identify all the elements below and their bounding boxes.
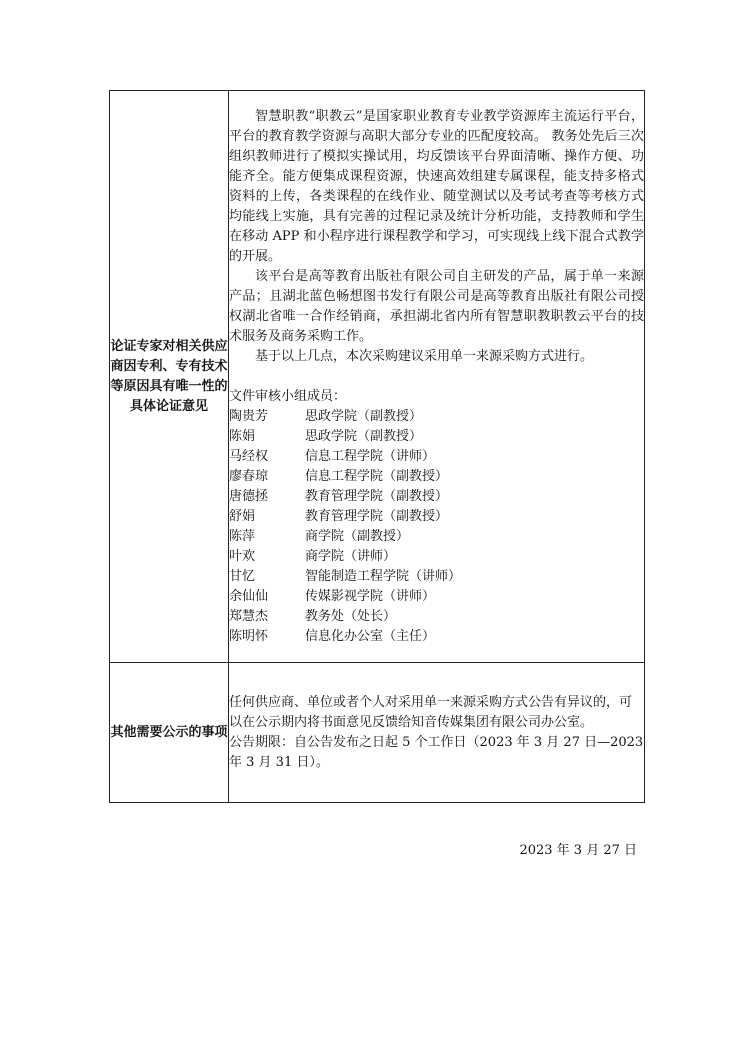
member-role: 商学院（讲师） [305,548,397,564]
paragraph: 任何供应商、单位或者个人对采用单一来源采购方式公告有异议的，可以在公示期内将书面意见反馈给知音传媒集团有限公司办公室。 [229,694,633,730]
paragraph: 该平台是高等教育出版社有限公司自主研发的产品，属于单一来源产品；且湖北蓝色畅想图书发行有限公司是高等教育出版社有限公司授权湖北省唯一合作经销商，承担湖北省内所有智慧职教职教云平台的技术服务及商务采购工作。 [229,268,644,344]
member-role: 信息化办公室（主任） [305,628,436,644]
member-name: 陈娟 [229,428,256,444]
member-role: 思政学院（副教授） [305,428,423,444]
paragraph: 智慧职教“职教云”是国家职业教育专业教学资源库主流运行平台，平台的教育教学资源与高职大部分专业的匹配度较高。 教务处先后三次组织教师进行了模拟实操试用，均反馈该平台界面清晰、操作方便、功能齐全。能方便集成课程资源，快速高效组建专属课程，能支持多格式资料的上传，各类课程的在线作业、随堂测试以及考试考查等考核方式均能线上实施，具有完善的过程记录及统计分析功能，支持教师和学生在移动 APP 和小程序进行课程教学和学习，可实现线上线下混合式教学的开展。 [229,108,644,264]
list-item [229,627,644,647]
list-item [229,567,644,587]
list-item [229,427,644,447]
member-name: 甘忆 [229,568,256,584]
table-row [110,91,645,663]
info-table [109,90,645,803]
table-row [110,663,645,803]
row-label-other-matters: 其他需要公示的事项 [110,663,229,803]
list-item [229,587,644,607]
member-name: 陶贵芳 [229,408,269,424]
member-role: 商学院（副教授） [305,528,410,544]
group-title: 文件审核小组成员： [229,388,347,404]
member-role: 教育管理学院（副教授） [305,508,449,524]
member-role: 信息工程学院（副教授） [305,468,449,484]
member-name: 舒娟 [229,508,256,524]
member-name: 唐德拯 [229,488,269,504]
member-role: 智能制造工程学院（讲师） [305,568,462,584]
list-item [229,607,644,627]
list-item [229,507,644,527]
paragraph: 公告期限：自公告发布之日起 5 个工作日（2023 年 3 月 27 日—2023 年 3 月 31 日）。 [229,734,644,770]
member-list [229,407,644,647]
list-item [229,447,644,467]
document-date: 2023 年 3 月 27 日 [519,843,637,858]
member-name: 陈明怀 [229,628,269,644]
paragraph: 基于以上几点，本次采购建议采用单一来源采购方式进行。 [255,348,594,364]
member-role: 思政学院（副教授） [305,408,423,424]
member-name: 余仙仙 [229,588,269,604]
expert-opinion-content [229,91,645,663]
list-item [229,467,644,487]
member-role: 传媒影视学院（讲师） [305,588,436,604]
spacer [229,367,644,387]
other-matters-content [229,663,645,803]
member-role: 信息工程学院（讲师） [305,448,436,464]
list-item [229,547,644,567]
list-item [229,487,644,507]
list-item [229,527,644,547]
member-name: 马经权 [229,448,269,464]
row-label-expert-opinion: 论证专家对相关供应商因专利、专有技术等原因具有唯一性的具体论证意见 [110,91,229,663]
member-role: 教育管理学院（副教授） [305,488,449,504]
member-name: 陈萍 [229,528,256,544]
list-item [229,407,644,427]
member-name: 叶欢 [229,548,256,564]
member-name: 郑慧杰 [229,608,269,624]
member-name: 廖春琼 [229,468,269,484]
member-role: 教务处（处长） [305,608,397,624]
